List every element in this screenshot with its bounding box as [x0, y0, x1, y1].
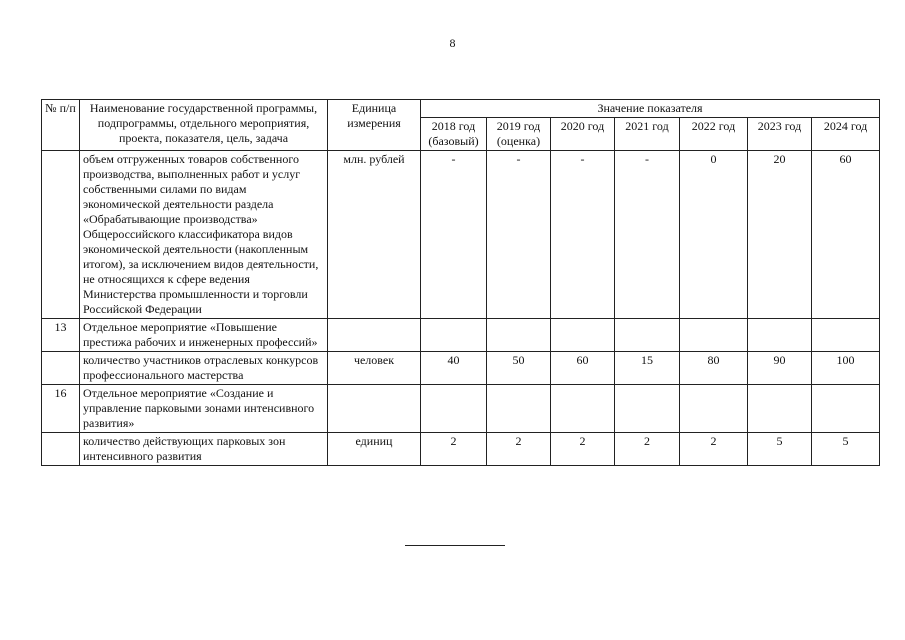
- row-unit: единиц: [328, 433, 421, 466]
- header-values-group: Значение показателя: [421, 100, 880, 118]
- row-value-2022: 2: [680, 433, 748, 466]
- header-year-2022: 2022 год: [680, 118, 748, 151]
- row-num: 16: [42, 385, 80, 433]
- row-num: [42, 352, 80, 385]
- row-value-2022: 0: [680, 151, 748, 319]
- row-value-2020: 60: [551, 352, 615, 385]
- row-value-2021: 2: [615, 433, 680, 466]
- row-value-2020: [551, 385, 615, 433]
- row-value-2018: -: [421, 151, 487, 319]
- table-row: [42, 352, 880, 385]
- row-unit: [328, 385, 421, 433]
- row-value-2021: [615, 319, 680, 352]
- header-year-2019: 2019 год (оценка): [487, 118, 551, 151]
- row-name: Отдельное мероприятие «Создание и управление парковыми зонами интенсивного развития»: [80, 385, 328, 433]
- row-unit: млн. рублей: [328, 151, 421, 319]
- row-value-2019: 2: [487, 433, 551, 466]
- header-unit: Единица измерения: [328, 100, 421, 151]
- row-name: Отдельное мероприятие «Повышение престижа рабочих и инженерных профессий»: [80, 319, 328, 352]
- page-number: 8: [449, 36, 456, 50]
- row-value-2022: [680, 385, 748, 433]
- row-value-2019: 50: [487, 352, 551, 385]
- row-value-2023: [748, 385, 812, 433]
- header-year-2024: 2024 год: [812, 118, 880, 151]
- row-value-2022: [680, 319, 748, 352]
- row-value-2023: [748, 319, 812, 352]
- row-num: [42, 433, 80, 466]
- header-year-2020: 2020 год: [551, 118, 615, 151]
- row-value-2024: [812, 319, 880, 352]
- row-name: количество участников отраслевых конкурсов профессионального мастерства: [80, 352, 328, 385]
- header-year-2023: 2023 год: [748, 118, 812, 151]
- row-value-2019: [487, 319, 551, 352]
- row-value-2018: [421, 319, 487, 352]
- row-value-2020: 2: [551, 433, 615, 466]
- header-num: № п/п: [42, 100, 80, 151]
- row-value-2024: 5: [812, 433, 880, 466]
- table-row: [42, 385, 880, 433]
- header-year-2018: 2018 год (базовый): [421, 118, 487, 151]
- row-value-2021: -: [615, 151, 680, 319]
- row-value-2018: 2: [421, 433, 487, 466]
- row-value-2021: [615, 385, 680, 433]
- row-value-2019: -: [487, 151, 551, 319]
- row-value-2023: 90: [748, 352, 812, 385]
- header-year-2021: 2021 год: [615, 118, 680, 151]
- table-row: [42, 319, 880, 352]
- row-value-2024: 60: [812, 151, 880, 319]
- row-num: [42, 151, 80, 319]
- row-unit: человек: [328, 352, 421, 385]
- row-value-2018: 40: [421, 352, 487, 385]
- row-value-2021: 15: [615, 352, 680, 385]
- row-value-2023: 20: [748, 151, 812, 319]
- row-value-2019: [487, 385, 551, 433]
- header-row-1: [42, 100, 880, 118]
- row-value-2024: 100: [812, 352, 880, 385]
- row-num: 13: [42, 319, 80, 352]
- table-row: [42, 151, 880, 319]
- row-unit: [328, 319, 421, 352]
- header-name: Наименование государственной программы, подпрограммы, отдельного мероприятия, проекта, показателя, цель, задача: [80, 100, 328, 151]
- indicators-table: [41, 99, 880, 466]
- row-value-2020: -: [551, 151, 615, 319]
- row-value-2018: [421, 385, 487, 433]
- table-row: [42, 433, 880, 466]
- row-value-2023: 5: [748, 433, 812, 466]
- row-value-2022: 80: [680, 352, 748, 385]
- footer-divider: [405, 545, 505, 546]
- row-value-2024: [812, 385, 880, 433]
- row-name: количество действующих парковых зон интенсивного развития: [80, 433, 328, 466]
- row-value-2020: [551, 319, 615, 352]
- row-name: объем отгруженных товаров собственного производства, выполненных работ и услуг собственными силами по видам экономической деятельности раздела «Обрабатывающие производства» Общероссийского классификатора видов экономической деятельности (накопленным итогом), за исключением видов деятельности, не относящихся к сфере ведения Министерства промышленности и торговли Российской Федерации: [80, 151, 328, 319]
